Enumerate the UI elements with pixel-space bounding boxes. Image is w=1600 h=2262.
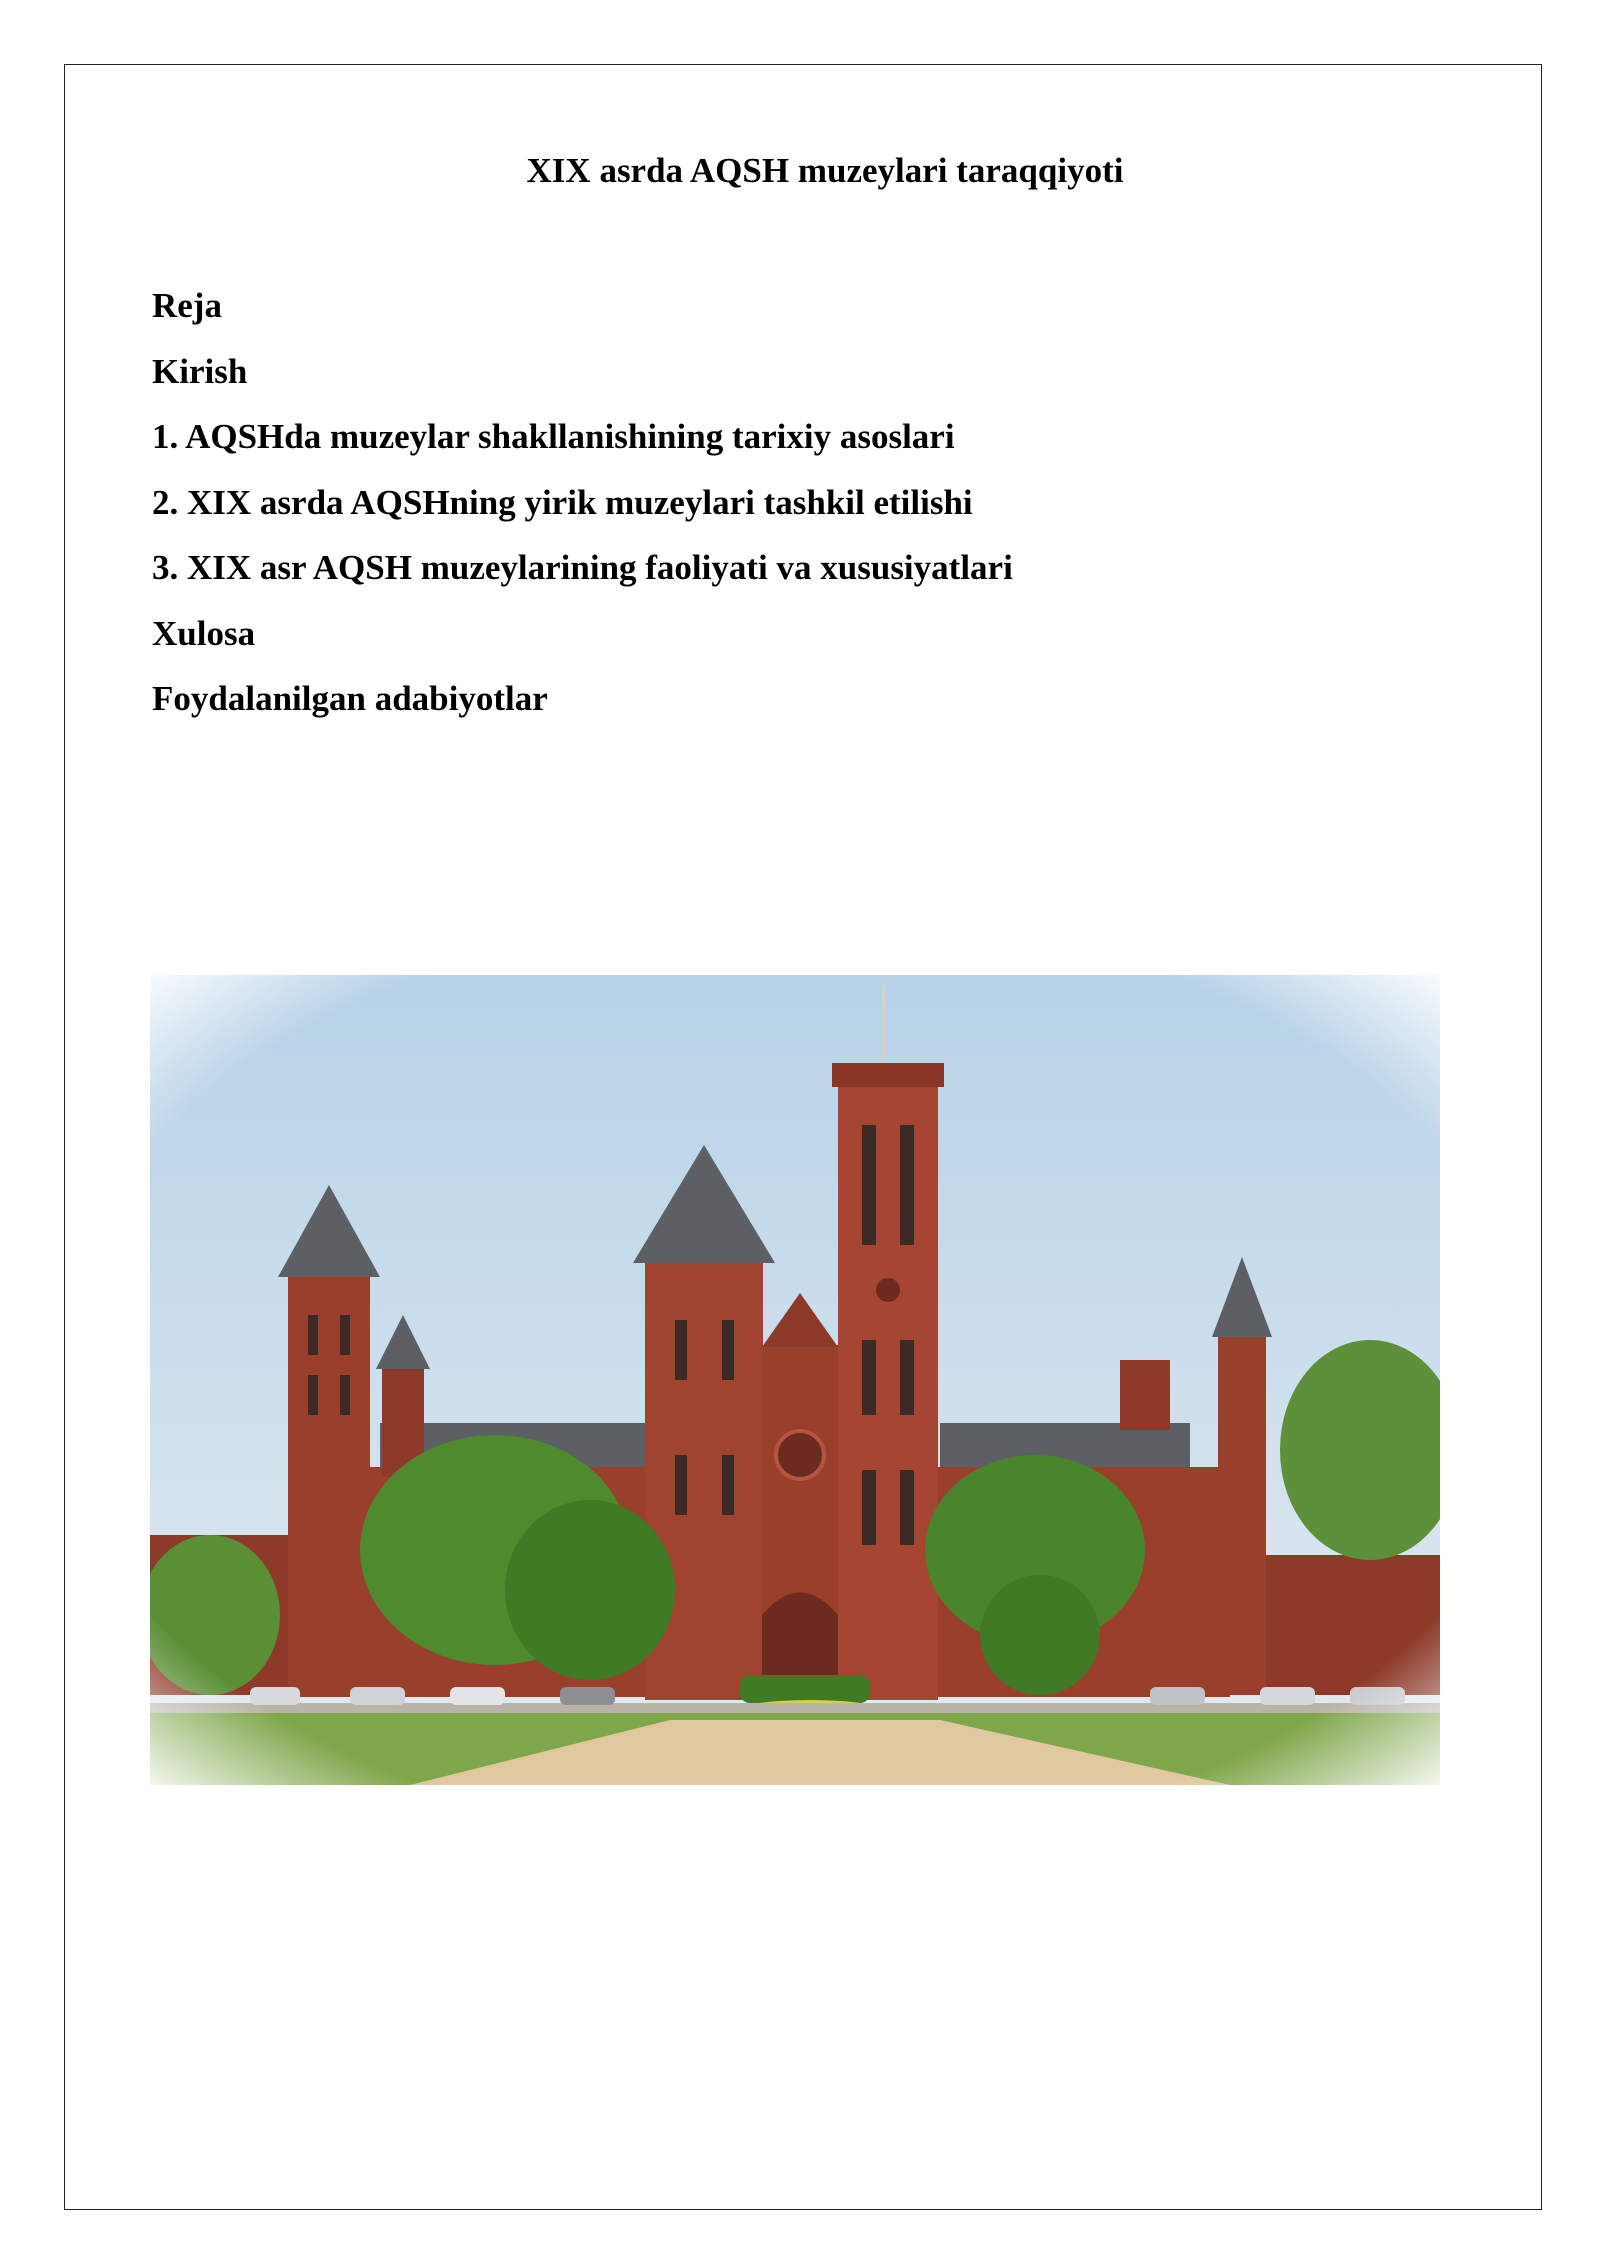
left-tower [288, 1275, 370, 1695]
center-left-window-1 [675, 1320, 687, 1380]
main-tower-window-4 [900, 1340, 914, 1415]
left-tower-window-1 [308, 1315, 318, 1355]
tree-left-medium [505, 1500, 675, 1680]
plan-item-references: Foydalanilgan adabiyotlar [152, 679, 548, 718]
main-tower-window-1 [862, 1125, 876, 1245]
left-tower-window-4 [340, 1375, 350, 1415]
tree-right-bush [980, 1575, 1100, 1695]
car-7 [1350, 1687, 1405, 1705]
tower-clock [876, 1278, 900, 1302]
plan-item-2: 2. XIX asrda AQSHning yirik muzeylari tashkil etilishi [152, 482, 973, 522]
main-tower-window-5 [862, 1470, 876, 1545]
main-tower-cap [832, 1063, 944, 1087]
center-left-window-4 [722, 1455, 734, 1515]
castle-museum-image [150, 975, 1440, 1785]
plan-list [152, 283, 1013, 742]
right-chimney [1120, 1360, 1170, 1430]
plan-item-conclusion: Xulosa [152, 613, 256, 653]
car-6 [1260, 1687, 1315, 1705]
main-tower [838, 1070, 938, 1700]
museum-photo [150, 975, 1440, 1785]
main-tower-window-3 [862, 1340, 876, 1415]
car-5 [1150, 1687, 1205, 1705]
car-4 [560, 1687, 615, 1705]
car-3 [450, 1687, 505, 1705]
street [150, 1703, 1440, 1713]
plan-item-3: 3. XIX asr AQSH muzeylarining faoliyati va xususiyatlari [152, 548, 1013, 587]
left-tower-window-2 [340, 1315, 350, 1355]
car-1 [250, 1687, 300, 1705]
plan-item-1: 1. AQSHda muzeylar shakllanishining tarixiy asoslari [152, 417, 955, 456]
flag-pole [882, 985, 885, 1065]
center-left-window-3 [675, 1455, 687, 1515]
document-title: XIX asrda AQSH muzeylari taraqqiyoti [526, 151, 1124, 190]
center-left-window-2 [722, 1320, 734, 1380]
left-tower-window-3 [308, 1375, 318, 1415]
rose-window [776, 1431, 824, 1479]
plan-item-introduction: Kirish [152, 351, 248, 391]
main-tower-window-6 [900, 1470, 914, 1545]
main-tower-window-2 [900, 1125, 914, 1245]
hedge [740, 1675, 870, 1703]
right-tower [1218, 1335, 1266, 1695]
plan-heading: Reja [152, 286, 222, 325]
car-2 [350, 1687, 405, 1705]
